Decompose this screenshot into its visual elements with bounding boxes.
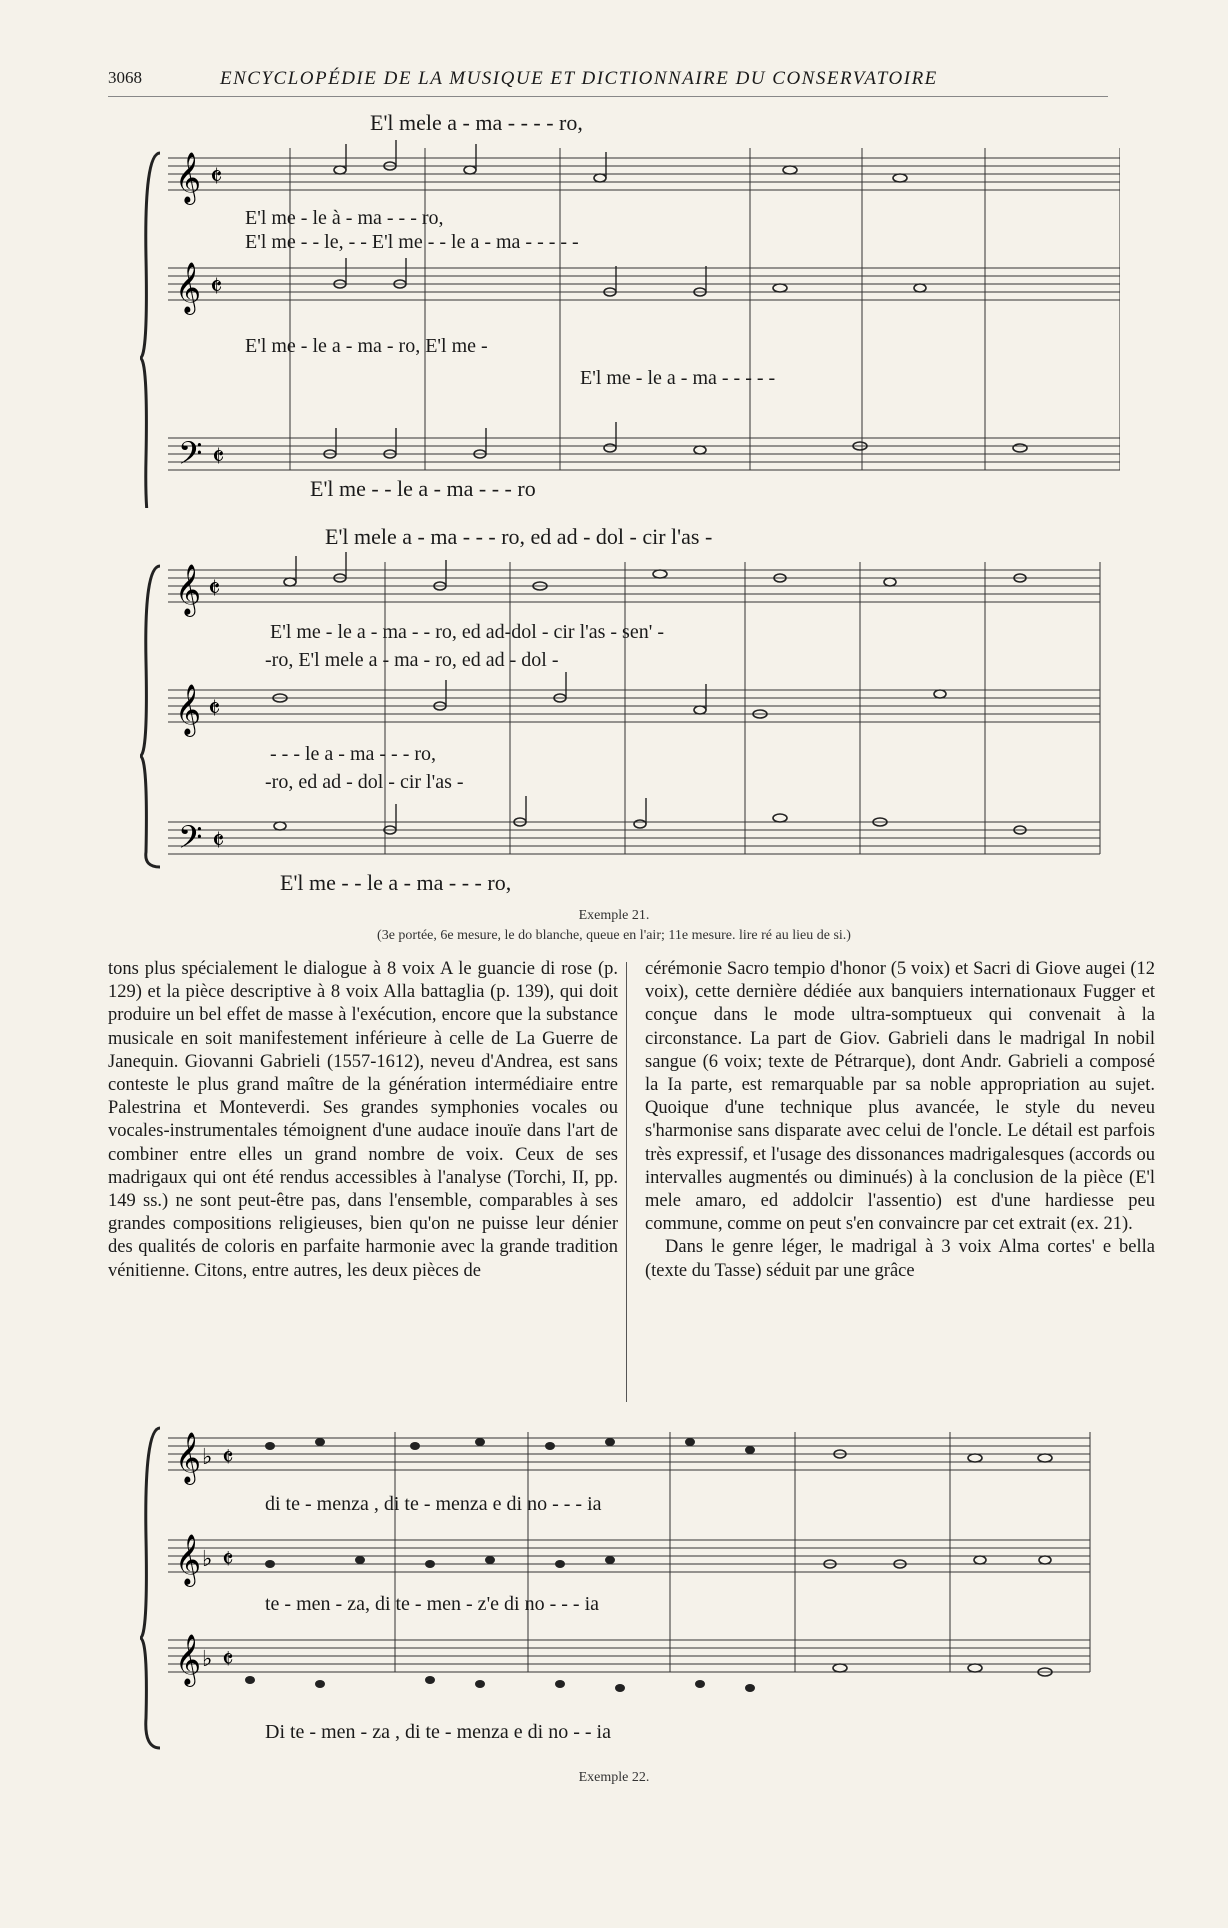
lyric-line: E'l me - le a - ma - - ro, ed ad-dol - cir l'as - sen' - bbox=[270, 621, 664, 643]
svg-text:𝄢: 𝄢 bbox=[178, 435, 203, 479]
page-number: 3068 bbox=[108, 68, 142, 87]
svg-text:𝄵: 𝄵 bbox=[210, 272, 223, 303]
running-title: ENCYCLOPÉDIE DE LA MUSIQUE ET DICTIONNAIRE DU CONSERVATOIRE bbox=[220, 68, 938, 89]
svg-text:𝄵: 𝄵 bbox=[222, 1545, 234, 1574]
lyric-line: -ro, E'l mele a - ma - ro, ed ad - dol - bbox=[265, 649, 559, 671]
svg-text:𝄞: 𝄞 bbox=[175, 262, 202, 313]
lyric-line: -ro, ed ad - dol - cir l'as - bbox=[265, 771, 464, 793]
svg-text:𝄞: 𝄞 bbox=[175, 1634, 202, 1685]
example-21-system-2-bass-lyric bbox=[270, 868, 910, 898]
svg-text:𝄵: 𝄵 bbox=[208, 694, 221, 725]
svg-text:𝄵: 𝄵 bbox=[212, 442, 225, 473]
example-21-note: (3e portée, 6e mesure, le do blanche, queue en l'air; 11e mesure. lire ré au lieu de si.) bbox=[377, 928, 851, 943]
column-divider bbox=[626, 962, 627, 1402]
lyric-line: di te - menza , di te - menza e di no - - - ia bbox=[265, 1493, 602, 1515]
paragraph: cérémonie Sacro tempio d'honor (5 voix) et Sacri di Giove augei (12 voix), cette dernière dédiée aux banquiers internationaux Fugger et conçue dans le mode ultra-somptueux qui convenait à la circonstance. La part de Giov. Gabrieli dans le madrigal In nobil sangue (6 voix; texte de Pétrarque), dont Andr. Gabrieli a composé la Ia parte, est remarquable par sa noble appropriation au sujet. Quoique d'une technique plus avancée, le style du neveu s'harmonise sans disparate avec celui de l'oncle. Le détail est parfois très expressif, et l'usage des dissonances madrigalesques (accords ou intervalles augmentés ou diminués) à la conclusion de la pièce (E'l mele amaro, ed addolcir l'assentio) est d'une hardiesse peu commune, comme on peut s'en convaincre par cet extrait (ex. 21). bbox=[645, 959, 1155, 1235]
text-column-left bbox=[108, 958, 618, 1283]
lyric-line: E'l me - le a - ma - - - - - bbox=[580, 367, 776, 389]
lyric-line: E'l me - - le a - ma - - - ro, bbox=[280, 870, 512, 895]
page-header bbox=[108, 68, 1108, 98]
example-22-caption: Exemple 22. bbox=[578, 1770, 650, 1785]
lyric-line: E'l me - - le a - ma - - - ro bbox=[310, 476, 536, 501]
example-22-score bbox=[140, 1418, 1120, 1758]
svg-text:𝄵: 𝄵 bbox=[210, 162, 223, 193]
svg-text:𝄞: 𝄞 bbox=[175, 1534, 202, 1585]
lyric-line: Di te - men - za , di te - menza e di no - - ia bbox=[265, 1721, 611, 1743]
svg-text:𝄞: 𝄞 bbox=[175, 684, 202, 735]
svg-text:𝄵: 𝄵 bbox=[222, 1443, 234, 1472]
svg-text:𝄞: 𝄞 bbox=[175, 152, 202, 203]
svg-text:♭: ♭ bbox=[202, 1444, 213, 1469]
header-rule bbox=[108, 96, 1108, 97]
lyric-line: te - men - za, di te - men - z'e di no - - - ia bbox=[265, 1593, 600, 1615]
svg-text:♭: ♭ bbox=[202, 1646, 213, 1671]
svg-text:𝄞: 𝄞 bbox=[175, 564, 202, 615]
svg-text:𝄵: 𝄵 bbox=[212, 826, 225, 857]
lyric-line: E'l me - le à - ma - - - ro, bbox=[245, 207, 444, 229]
example-21-system-1-bass-lyric bbox=[300, 474, 900, 504]
lyric-line: E'l me - - le, - - E'l me - - le a - ma - - - - - bbox=[245, 231, 579, 253]
svg-text:𝄞: 𝄞 bbox=[175, 1432, 202, 1483]
example-21-system-2 bbox=[140, 522, 1120, 882]
lyric-line: E'l me - le a - ma - ro, E'l me - bbox=[245, 335, 488, 357]
text-column-right bbox=[645, 958, 1155, 1283]
lyric-line: - - - le a - ma - - - ro, bbox=[270, 743, 437, 765]
paragraph: Dans le genre léger, le madrigal à 3 voix Alma cortes' e bella (texte du Tasse) séduit par une grâce bbox=[645, 1237, 1155, 1281]
example-21-system-1 bbox=[140, 108, 1120, 508]
svg-text:♭: ♭ bbox=[202, 1546, 213, 1571]
example-21-caption: Exemple 21. bbox=[578, 908, 650, 923]
svg-text:𝄵: 𝄵 bbox=[222, 1645, 234, 1674]
svg-text:𝄢: 𝄢 bbox=[178, 819, 203, 863]
paragraph: tons plus spécialement le dialogue à 8 voix A le guancie di rose (p. 129) et la pièce descriptive à 8 voix Alla battaglia (p. 139), qui doit produire un bel effet de masse à l'exécution, encore que la substance musicale en soit manifestement inférieure à celle de La Guerre de Janequin. Giovanni Gabrieli (1557-1612), neveu d'Andrea, est sans conteste le plus grand maître de la génération intermédiaire entre Palestrina et Monteverdi. Ses grandes symphonies vocales ou vocales-instrumentales témoignent d'une audace inouïe dans l'art de combiner entre elles un grand nombre de voix. Ceux de ses madrigaux qui ont été rendus accessibles à l'analyse (Torchi, II, pp. 149 ss.) ne sont peut-être pas, dans l'ensemble, comparables à ses grandes compositions religieuses, bien qu'on ne puisse leur dénier des qualités de coloris en parfaite harmonie avec la grande tradition vénitienne. Citons, entre autres, les deux pièces de bbox=[108, 959, 618, 1281]
svg-text:𝄵: 𝄵 bbox=[208, 574, 221, 605]
lyric-line: E'l mele a - ma - - - ro, ed ad - dol - cir l'as - bbox=[325, 524, 713, 549]
lyric-line: E'l mele a - ma - - - - ro, bbox=[370, 110, 583, 135]
